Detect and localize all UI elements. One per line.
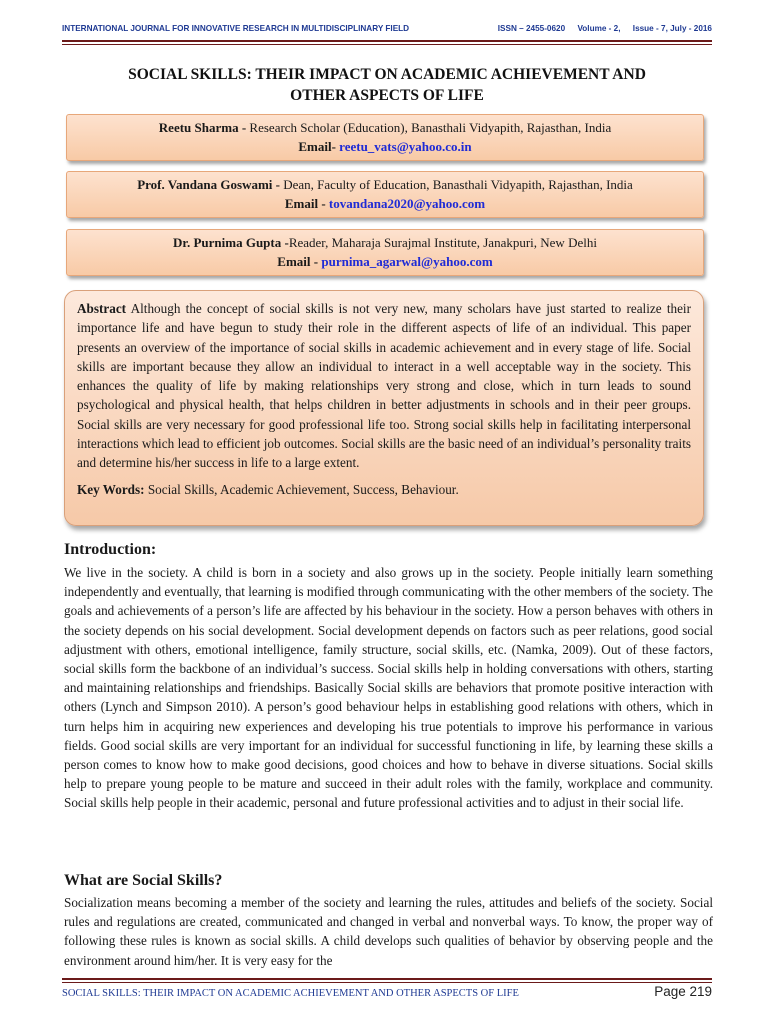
footer-title: SOCIAL SKILLS: THEIR IMPACT ON ACADEMIC ACHIEVEMENT AND OTHER ASPECTS OF LIFE: [62, 988, 519, 999]
volume: Volume - 2,: [577, 24, 621, 33]
abstract-paragraph: [77, 299, 691, 473]
author-box-2: [66, 171, 704, 218]
title-line-2: OTHER ASPECTS OF LIFE: [290, 87, 484, 104]
author-name: Reetu Sharma -: [158, 120, 247, 135]
email-label: Email -: [284, 196, 329, 211]
abstract-label: Abstract: [77, 301, 127, 316]
journal-name: INTERNATIONAL JOURNAL FOR INNOVATIVE RESEARCH IN MULTIDISCIPLINARY FIELD: [62, 24, 410, 33]
author-box-1: [66, 114, 704, 161]
header-rule: [62, 40, 712, 42]
title-line-1: SOCIAL SKILLS: THEIR IMPACT ON ACADEMIC ACHIEVEMENT AND: [128, 66, 646, 83]
keywords-line: [77, 482, 691, 498]
header-rule-thin: [62, 44, 712, 45]
email-label: Email-: [298, 139, 340, 154]
issn: ISSN – 2455-0620: [497, 24, 566, 33]
running-footer: [62, 984, 712, 999]
running-header: [62, 24, 712, 33]
author-line: [67, 175, 703, 194]
what-are-social-skills-paragraph: Socialization means becoming a member of the society and learning the rules, attitudes and beliefs of the society. Social rules and regulations are created, communicated and changed in verbal and nonverbal ways. To know, the proper way of following these rules is known as social skills. A child develops such qualities of behavior by observing people and the environment around him/her. It is very easy for the: [64, 895, 713, 968]
email-line: [67, 194, 703, 213]
author-email-link[interactable]: reetu_vats@yahoo.co.in: [339, 139, 472, 154]
author-line: [67, 233, 703, 252]
issue: Issue - 7, July - 2016: [632, 24, 712, 33]
abstract-box: [64, 290, 704, 526]
keywords-label: Key Words:: [77, 481, 145, 497]
author-affiliation: Dean, Faculty of Education, Banasthali Vidyapith, Rajasthan, India: [280, 177, 633, 192]
author-email-link[interactable]: tovandana2020@yahoo.com: [328, 196, 486, 211]
author-affiliation: Research Scholar (Education), Banasthali Vidyapith, Rajasthan, India: [246, 120, 612, 135]
keywords-text: Social Skills, Academic Achievement, Success, Behaviour.: [144, 481, 459, 497]
author-email-link[interactable]: purnima_agarwal@yahoo.com: [321, 254, 493, 269]
author-line: [67, 118, 703, 137]
author-box-3: [66, 229, 704, 276]
footer-rule: [62, 978, 712, 980]
what-are-social-skills-heading: What are Social Skills?: [64, 872, 223, 889]
abstract-text: Although the concept of social skills is not very new, many scholars have just started to realize their importance life and have begun to study their role in the different aspects of life of an individual. This paper presents an overview of the importance of social skills in academic achievement and in every stage of life. Social skills are important because they allow an individual to interact in a well acceptable way in the society. This enhances the quality of life by making relationships very strong and close, which in turn leads to sound psychological and physical health, that helps children in better adjustments in schools and in their peer groups. Social skills are very necessary for good professional life too. Strong social skills help in facilitating interpersonal interactions which lead to efficient job outcomes. Social skills are the basic need of an individual’s personality traits and determine his/her success in life to a large extent.: [77, 301, 691, 471]
introduction-heading: Introduction:: [64, 541, 157, 558]
introduction-paragraph: We live in the society. A child is born in a society and also grows up in the society. People initially learn something independently and eventually, that learning is modified through communicating with the other members of the society. The goals and achievements of a person’s life are affected by his behaviour in the society. How a person behaves with others in the society depends on his social development. Social development depends on factors such as peer relations, good social adjustment with others, emotional intelligence, family structure, social skills, etc. (Namka, 2009). Out of these factors, social skills form the backbone of an individual’s success. Social skills help in holding conversations with others, starting and maintaining relationships and friendships. Basically Social skills are behaviors that promote positive interaction with others (Lynch and Simpson 2010). A person’s good behaviour helps in establishing good relations with others, which in turn helps him in acquiring new experiences and developing his true potentials to improve his performance in various fields. Good social skills are very important for an individual for successful functioning in life, by learning these skills a person comes to know how to make good decisions, good choices and how to behave in diverse situations. Social skills help to prepare young people to be mature and succeed in their adult roles with the family, workplace and community. Social skills help people in their academic, personal and future professional activities and to adjust in their social life.: [64, 565, 713, 811]
paper-title: [62, 64, 712, 106]
author-name: Dr. Purnima Gupta -: [173, 235, 289, 250]
email-label: Email -: [277, 254, 322, 269]
author-affiliation: Reader, Maharaja Surajmal Institute, Janakpuri, New Delhi: [288, 235, 597, 250]
email-line: [67, 252, 703, 271]
page-number: Page 219: [654, 984, 712, 999]
issue-meta: [488, 24, 712, 33]
author-name: Prof. Vandana Goswami -: [137, 177, 280, 192]
email-line: [67, 137, 703, 156]
footer-rule-thin: [62, 982, 712, 983]
